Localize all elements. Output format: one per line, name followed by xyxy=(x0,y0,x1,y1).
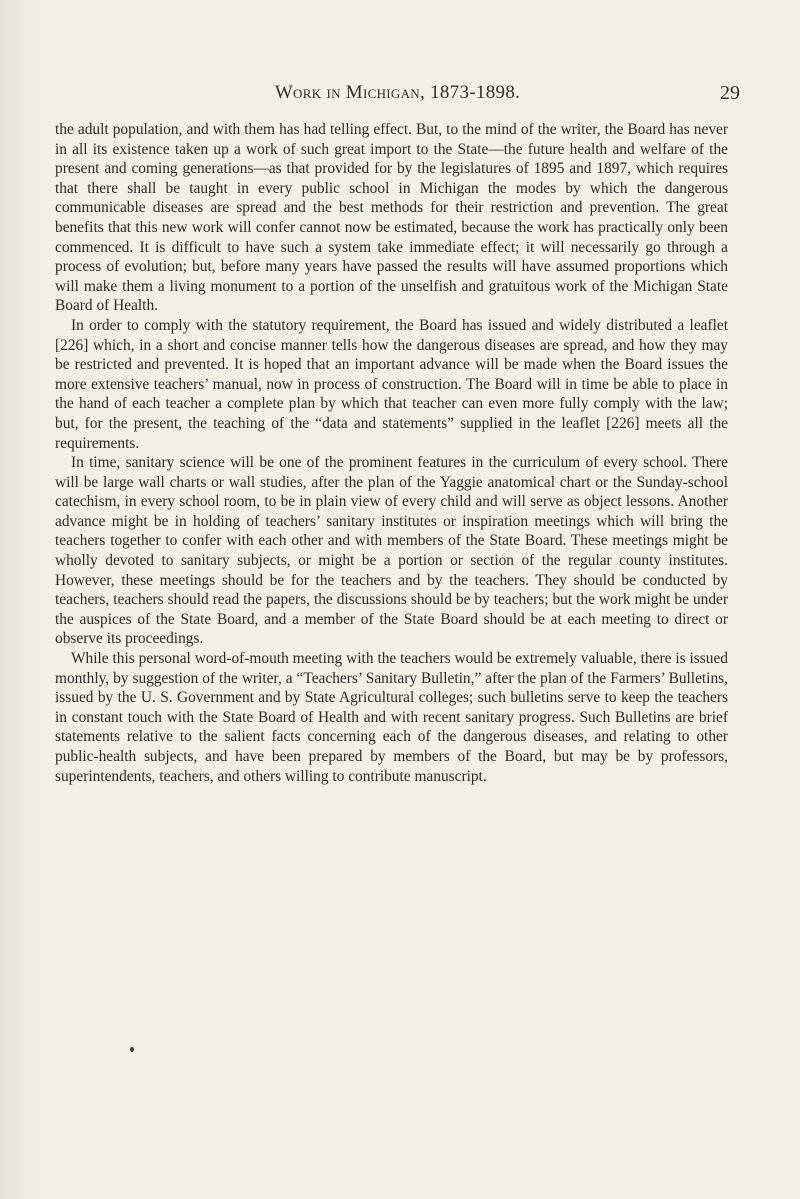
running-header xyxy=(55,82,740,108)
running-title: Work in Michigan, 1873-1898. xyxy=(274,82,521,103)
paragraph-4: While this personal word-of-mouth meeting with the teachers would be extremely valuable, there is issued monthly, by suggestion of the writer, a “Teachers’ Sanitary Bulletin,” after the plan of the Farmers’ Bulletins, issued by the U. S. Government and by State Agricultural colleges; such bulletins serve to keep the teachers in constant touch with the State Board of Health and with recent sanitary progress. Such Bulletins are brief statements relative to the salient facts concerning each of the dangerous diseases, and relating to other public-health subjects, and have been prepared by members of the Board, but may be by professors, superintendents, teachers, and others willing to contribute manuscript. xyxy=(55,650,728,785)
paragraph-1: the adult population, and with them has had telling effect. But, to the mind of the writer, the Board has never in all its existence taken up a work of such great import to the State—the future health and welfare of the present and coming generations—as that provided for by the legislatures of 1895 and 1897, which requires that there shall be taught in every public school in Michigan the modes by which the dangerous communicable diseases are spread and the best methods for their restriction and prevention. The great benefits that this new work will confer cannot now be estimated, because the work has practically only been commenced. It is difficult to have such a system take immediate effect; it will necessarily go through a process of evolution; but, before many years have passed the results will have assumed proportions which will make them a living monument to a portion of the unselfish and gratuitous work of the Michigan State Board of Health. xyxy=(55,121,728,315)
paragraph-2: In order to comply with the statutory requirement, the Board has issued and widely distributed a leaflet [226] which, in a short and concise manner tells how the dangerous diseases are spread, and how they may be restricted and prevented. It is hoped that an important advance will be made when the Board issues the more extensive teachers’ manual, now in process of construction. The Board will in time be able to place in the hand of each teacher a complete plan by which that teacher can even more fully comply with the law; but, for the present, the teaching of the “data and statements” supplied in the leaflet [226] meets all the requirements. xyxy=(55,316,728,452)
body-text xyxy=(55,120,728,786)
paragraph-3: In time, sanitary science will be one of the prominent features in the curriculum of every school. There will be large wall charts or wall studies, after the plan of the Yaggie anatomical chart or the Sunday-school catechism, in every school room, to be in plain view of every child and will serve as object lessons. Another advance might be in holding of teachers’ sanitary institutes or inspiration meetings which will bring the teachers together to confer with each other and with members of the State Board. These meetings might be wholly devoted to sanitary subjects, or might be a portion or section of the regular county institutes. However, these meetings should be for the teachers and by the teachers. They should be conducted by teachers, teachers should read the papers, the discussions should be by teachers; but the work might be under the auspices of the State Board, and a member of the State Board should be at each meeting to direct or observe its proceedings. xyxy=(55,454,728,648)
ink-speck xyxy=(130,1047,134,1052)
page-number: 29 xyxy=(720,82,740,104)
